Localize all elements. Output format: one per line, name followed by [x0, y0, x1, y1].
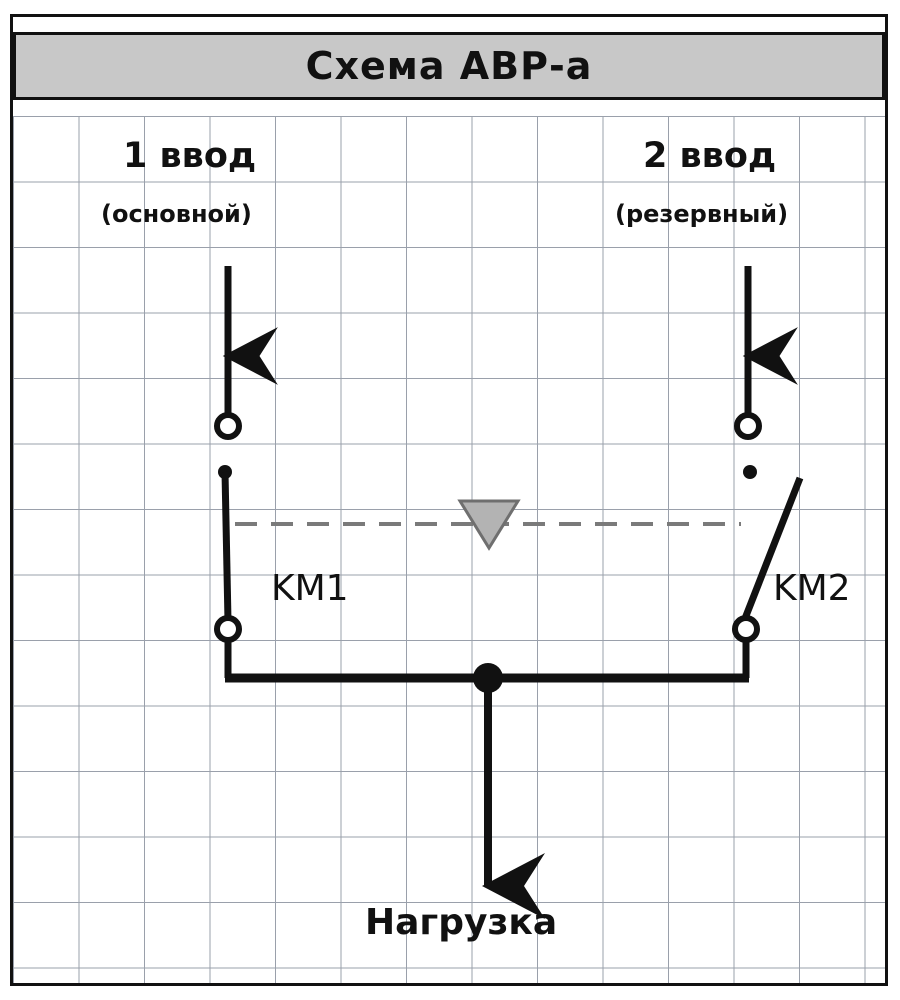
schematic-canvas — [13, 116, 885, 983]
label-contactor-km2: KM2 — [773, 568, 851, 609]
label-input-1: 1 ввод — [123, 136, 257, 176]
label-input-2-subtitle: (резервный) — [615, 200, 789, 228]
label-input-2: 2 ввод — [643, 136, 777, 176]
label-load: Нагрузка — [365, 902, 558, 943]
contact-terminal-km2-top — [737, 415, 759, 437]
label-contactor-km1: KM1 — [271, 568, 349, 609]
contact-terminal-km1-top — [217, 415, 239, 437]
contact-terminal-km2-bottom — [735, 618, 757, 640]
contact-terminal-km1-bottom — [217, 618, 239, 640]
label-input-1-subtitle: (основной) — [101, 200, 252, 228]
figure-title-bar — [13, 32, 885, 100]
schematic-drawing — [13, 116, 885, 983]
contactor-km1-blade — [218, 465, 232, 621]
page-title: Схема АВР-а — [305, 44, 593, 88]
